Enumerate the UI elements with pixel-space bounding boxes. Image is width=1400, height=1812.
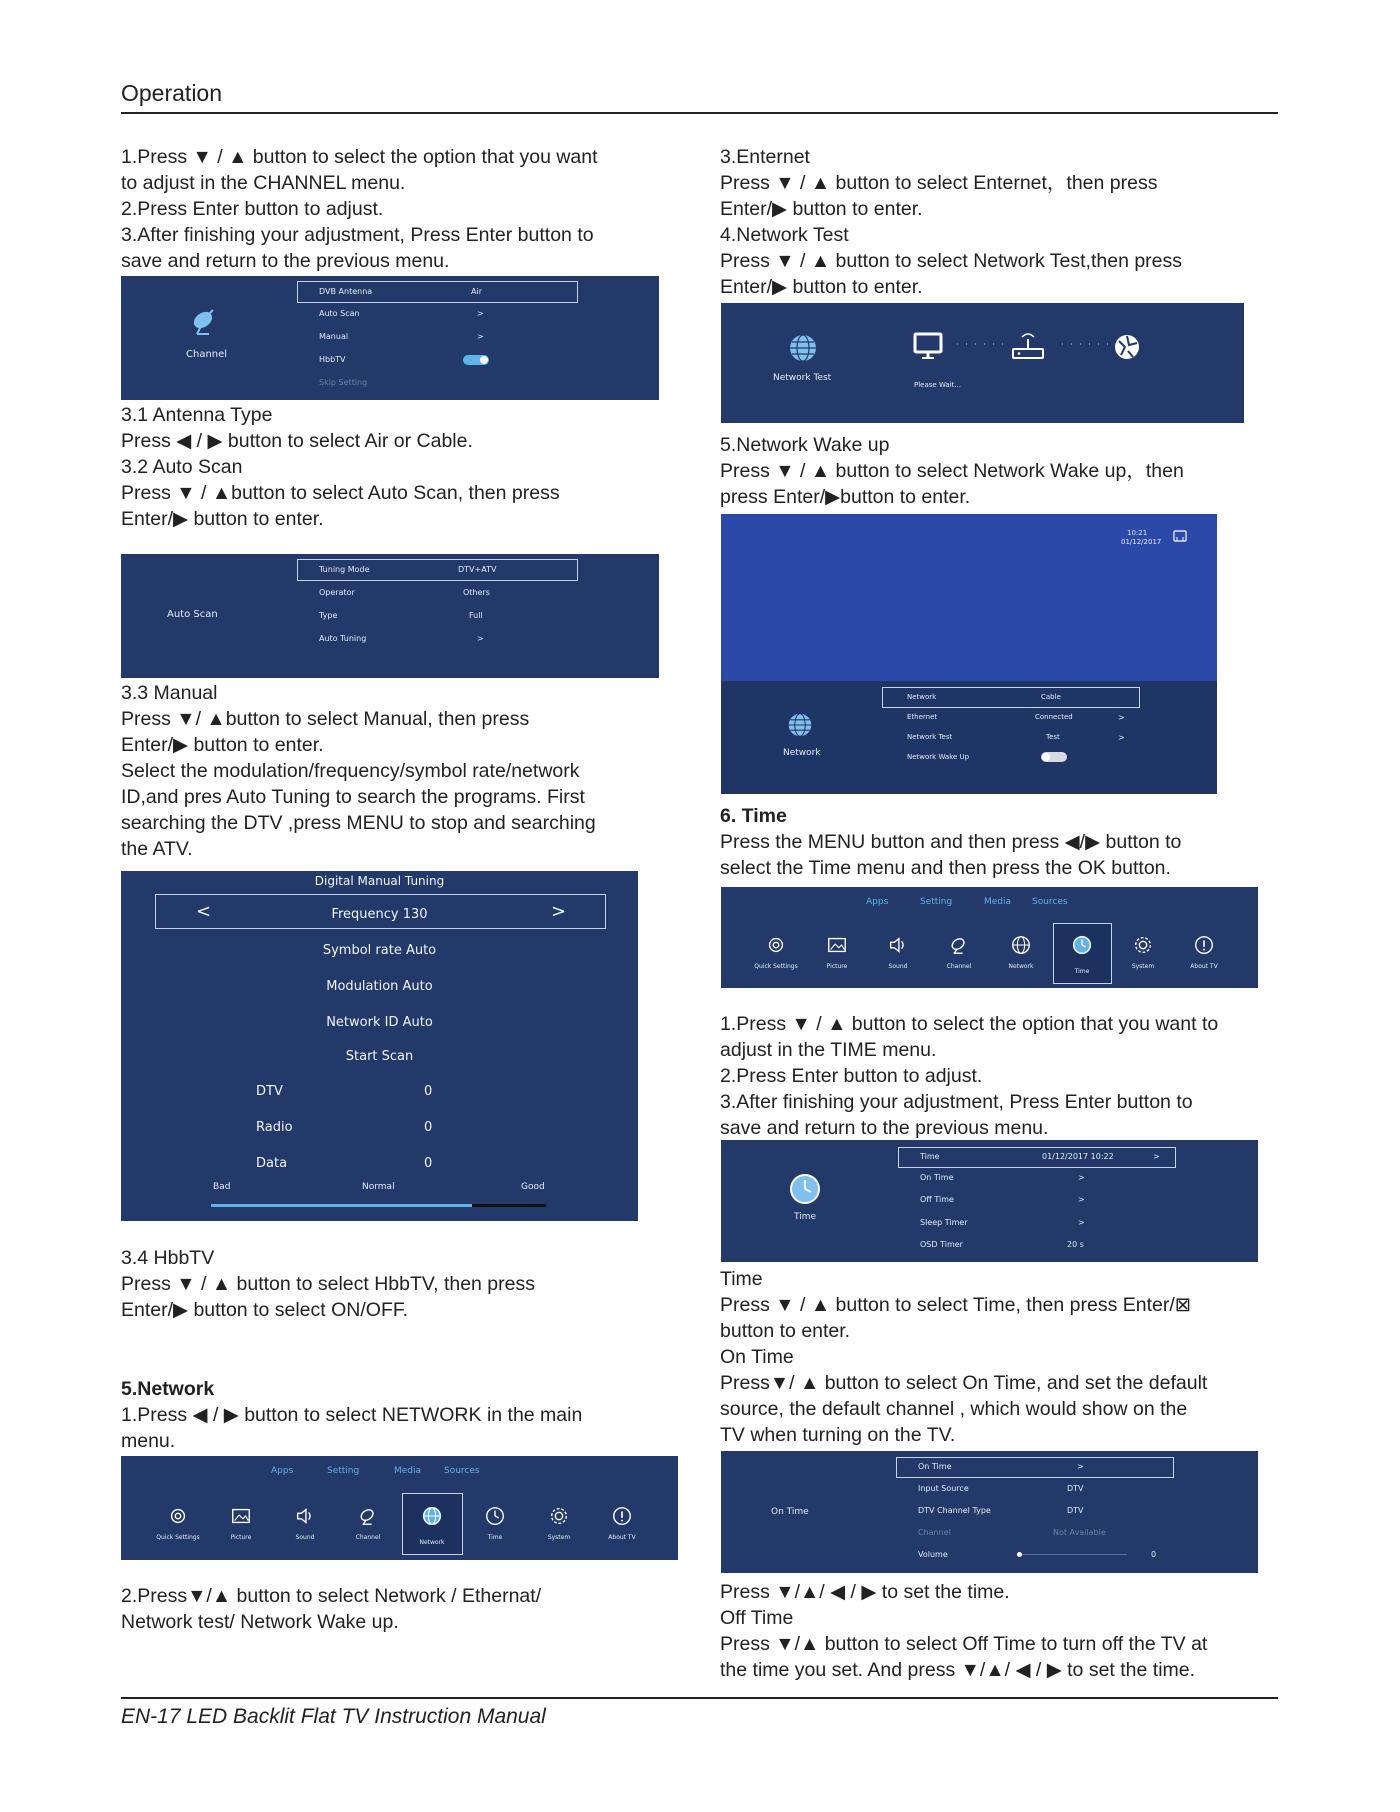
main-menu-time-screenshot (721, 887, 1258, 988)
row-name: Operator (319, 588, 355, 597)
menu-tab-media: Media (984, 897, 1012, 907)
hbbtv-toggle (463, 355, 489, 365)
auto-scan-label: Auto Scan (167, 609, 218, 620)
menu-item-label: System (547, 1534, 571, 1541)
row-name: Auto Tuning (319, 634, 367, 643)
row-value: > (1077, 1462, 1084, 1471)
network-menu-screenshot (721, 514, 1217, 794)
start-scan-item: Start Scan (345, 1049, 414, 1064)
time-heading-block (720, 803, 1280, 829)
volume-slider-track (1019, 1554, 1127, 1555)
time-menu-instructions: Press the MENU button and then press ◀/▶ button to select the Time menu and then press the OK button. (720, 831, 1182, 879)
row-name: Off Time (920, 1195, 954, 1204)
network-heading: 5.Network (121, 1378, 215, 1400)
frequency-value: Frequency 130 (331, 907, 428, 922)
row-arrow: > (1153, 1152, 1160, 1161)
count-value: 0 (424, 1084, 433, 1099)
network-id-item: Network ID Auto (326, 1015, 433, 1030)
clock-icon (789, 1173, 821, 1205)
manual-tuning-screenshot (121, 871, 638, 1221)
row-name: Skip Setting (319, 378, 368, 387)
ethernet-test-instructions: 3.Enternet Press ▼ / ▲ button to select Enternet，then press Enter/▶ button to enter. 4.Network Test Press ▼ / ▲ button to select Network Test,then press Enter/▶ button to enter. (720, 146, 1183, 298)
about-tv-icon (611, 1505, 633, 1527)
please-wait-status: Please Wait... (914, 381, 962, 389)
footer-rule (121, 1697, 1278, 1699)
channel-instructions: 1.Press ▼ / ▲ button to select the option that you want to adjust in the CHANNEL menu. 2.Press Enter button to adjust. 3.After finishing your adjustment, Press Enter button to save and return to the previous menu. (121, 146, 598, 272)
row-value: Air (471, 287, 482, 296)
menu-item-label: System (1131, 963, 1155, 970)
signal-bar-fill (211, 1204, 472, 1207)
row-name: Volume (918, 1550, 948, 1559)
row-arrow: > (1118, 713, 1125, 722)
menu-item-label: Picture (826, 963, 848, 970)
row-name: Type (319, 611, 338, 620)
auto-scan-screenshot (121, 554, 659, 678)
row-value: Others (463, 588, 490, 597)
count-name: DTV (256, 1084, 283, 1099)
menu-item-label: Sound (295, 1534, 315, 1541)
row-value: Full (469, 611, 483, 620)
network-test-screenshot (721, 303, 1244, 423)
globe-icon (787, 712, 813, 738)
clock-date: 01/12/2017 (1121, 538, 1162, 546)
hbbtv-instructions: 3.4 HbbTV Press ▼ / ▲ button to select HbbTV, then press Enter/▶ button to select ON/OFF. (121, 1247, 535, 1321)
channel-screen-label: Channel (186, 349, 228, 360)
menu-item-label: Quick Settings (156, 1534, 200, 1541)
manual-tuning-title: Digital Manual Tuning (314, 874, 445, 888)
on-time-label: On Time (771, 1507, 809, 1517)
menu-item-label: About TV (608, 1534, 636, 1541)
picture-icon (826, 934, 848, 956)
row-value: Not Available (1053, 1528, 1106, 1537)
network-icon (421, 1505, 443, 1527)
row-arrow: > (1078, 1173, 1085, 1182)
time-adjust-instructions: 1.Press ▼ / ▲ button to select the option that you want to adjust in the TIME menu. 2.Press Enter button to adjust. 3.After finishing your adjustment, Press Enter button to save and return to the previous menu. (720, 1013, 1219, 1139)
network-test-label: Network Test (773, 373, 832, 383)
menu-item-label: Channel (355, 1534, 381, 1541)
count-value: 0 (424, 1120, 433, 1135)
globe-icon (788, 333, 818, 363)
sound-icon (294, 1505, 316, 1527)
time-icon (484, 1505, 506, 1527)
row-name: DTV Channel Type (918, 1506, 991, 1515)
menu-tab-media: Media (394, 1466, 422, 1476)
row-name: Sleep Timer (920, 1218, 968, 1227)
row-value: > (477, 309, 484, 318)
row-arrow: > (1078, 1218, 1085, 1227)
row-name: Manual (319, 332, 349, 341)
off-time-instructions: Press ▼/▲/ ◀ / ▶ to set the time. Off Time Press ▼/▲ button to select Off Time to turn off the TV at the time you set. And press ▼/▲/ ◀ / ▶ to set the time. (720, 1581, 1208, 1681)
internet-icon (1113, 333, 1141, 361)
row-name: Network Wake Up (907, 753, 970, 761)
menu-item-label: About TV (1190, 963, 1218, 970)
header-rule (121, 112, 1278, 114)
row-name: Tuning Mode (319, 565, 370, 574)
row-name: Network Test (907, 733, 953, 741)
network-step2: 2.Press▼/▲ button to select Network / Ethernat/ Network test/ Network Wake up. (121, 1585, 542, 1633)
arrow-left-icon: < (196, 901, 212, 922)
row-value: 20 s (1067, 1240, 1084, 1249)
row-value: Test (1046, 733, 1060, 741)
quick-settings-icon (167, 1505, 189, 1527)
row-value: DTV+ATV (458, 565, 497, 574)
time-label: Time (794, 1212, 817, 1222)
manual-instructions: 3.3 Manual Press ▼/ ▲button to select Manual, then press Enter/▶ button to enter. Select the modulation/frequency/symbol rate/network ID,and pres Auto Tuning to search the programs. First searching the DTV ,press MENU to stop and searching the ATV. (121, 682, 596, 860)
row-value: 01/12/2017 10:22 (1042, 1152, 1114, 1161)
time-heading: 6. Time (720, 805, 787, 827)
page-header: Operation (121, 80, 223, 106)
on-time-screenshot (721, 1451, 1258, 1573)
menu-item-label: Time (487, 1534, 503, 1541)
symbol-rate-item: Symbol rate Auto (322, 943, 437, 958)
row-value: Cable (1041, 693, 1061, 701)
dots-separator: · · · · · · (1061, 340, 1111, 349)
count-name: Data (256, 1156, 288, 1171)
menu-item-label: Network (419, 1539, 445, 1546)
signal-bad-label: Bad (213, 1182, 231, 1192)
row-value: > (477, 332, 484, 341)
row-value: DTV (1067, 1484, 1084, 1493)
dots-separator: · · · · · · (956, 340, 1006, 349)
network-step1: 1.Press ◀ / ▶ button to select NETWORK in the main menu. (121, 1404, 583, 1452)
row-name: Channel (918, 1528, 951, 1537)
time-on-instructions: Time Press ▼ / ▲ button to select Time, then press Enter/⊠ button to enter. On Time Press▼/ ▲ button to select On Time, and set the default source, the default channel , which would show on the TV when turning on the TV. (720, 1268, 1208, 1446)
volume-slider-knob (1017, 1552, 1022, 1557)
row-name: On Time (920, 1173, 954, 1182)
antenna-autoscan-instructions: 3.1 Antenna Type Press ◀ / ▶ button to select Air or Cable. 3.2 Auto Scan Press ▼ / ▲button to select Auto Scan, then press Enter/▶ button to enter. (121, 404, 560, 530)
row-value: DTV (1067, 1506, 1084, 1515)
channel-icon (948, 934, 970, 956)
menu-item-label: Picture (230, 1534, 252, 1541)
row-name: DVB Antenna (319, 287, 373, 296)
sound-icon (887, 934, 909, 956)
menu-tab-apps: Apps (866, 897, 889, 907)
system-icon (548, 1505, 570, 1527)
network-heading-block (121, 1376, 666, 1402)
system-icon (1132, 934, 1154, 956)
page-footer: EN-17 LED Backlit Flat TV Instruction Manual (121, 1705, 546, 1728)
row-name: OSD Timer (920, 1240, 963, 1249)
row-value: 0 (1151, 1550, 1157, 1559)
monitor-icon (913, 333, 943, 359)
wake-up-instructions: 5.Network Wake up Press ▼ / ▲ button to select Network Wake up，then press Enter/▶button to enter. (720, 434, 1184, 508)
row-arrow: > (1118, 733, 1125, 742)
count-value: 0 (424, 1156, 433, 1171)
row-name: Ethernet (907, 713, 938, 721)
menu-item-label: Channel (946, 963, 972, 970)
picture-icon (230, 1505, 252, 1527)
wake-up-toggle (1041, 752, 1067, 762)
time-icon (1071, 934, 1093, 956)
row-value: > (477, 634, 484, 643)
about-tv-icon (1193, 934, 1215, 956)
row-name: Auto Scan (319, 309, 360, 318)
row-value: Connected (1035, 713, 1073, 721)
menu-tab-apps: Apps (271, 1466, 294, 1476)
menu-item-label: Time (1074, 968, 1090, 975)
network-icon (1010, 934, 1032, 956)
signal-normal-label: Normal (362, 1182, 395, 1192)
row-name: Network (907, 693, 937, 701)
arrow-right-icon: > (551, 901, 567, 922)
menu-tab-setting: Setting (327, 1466, 360, 1476)
modulation-item: Modulation Auto (326, 979, 433, 994)
menu-tab-setting: Setting (920, 897, 953, 907)
row-name: Input Source (918, 1484, 969, 1493)
clock-time: 10:21 (1127, 529, 1148, 537)
network-label: Network (783, 748, 821, 758)
time-menu-screenshot (721, 1140, 1258, 1262)
row-name: HbbTV (319, 355, 346, 364)
menu-item-label: Quick Settings (754, 963, 798, 970)
signal-good-label: Good (521, 1182, 545, 1192)
input-source-icon (1173, 530, 1187, 542)
router-icon (1011, 331, 1045, 361)
menu-tab-sources: Sources (1032, 897, 1068, 907)
quick-settings-icon (765, 934, 787, 956)
main-menu-network-screenshot (121, 1456, 678, 1560)
satellite-dish-icon (189, 306, 219, 336)
row-name: Time (920, 1152, 940, 1161)
menu-item-label: Network (1008, 963, 1034, 970)
menu-tab-sources: Sources (444, 1466, 480, 1476)
row-name: On Time (918, 1462, 952, 1471)
menu-item-label: Sound (888, 963, 908, 970)
row-arrow: > (1078, 1195, 1085, 1204)
channel-menu-screenshot (121, 276, 659, 400)
count-name: Radio (256, 1120, 293, 1135)
channel-icon (357, 1505, 379, 1527)
